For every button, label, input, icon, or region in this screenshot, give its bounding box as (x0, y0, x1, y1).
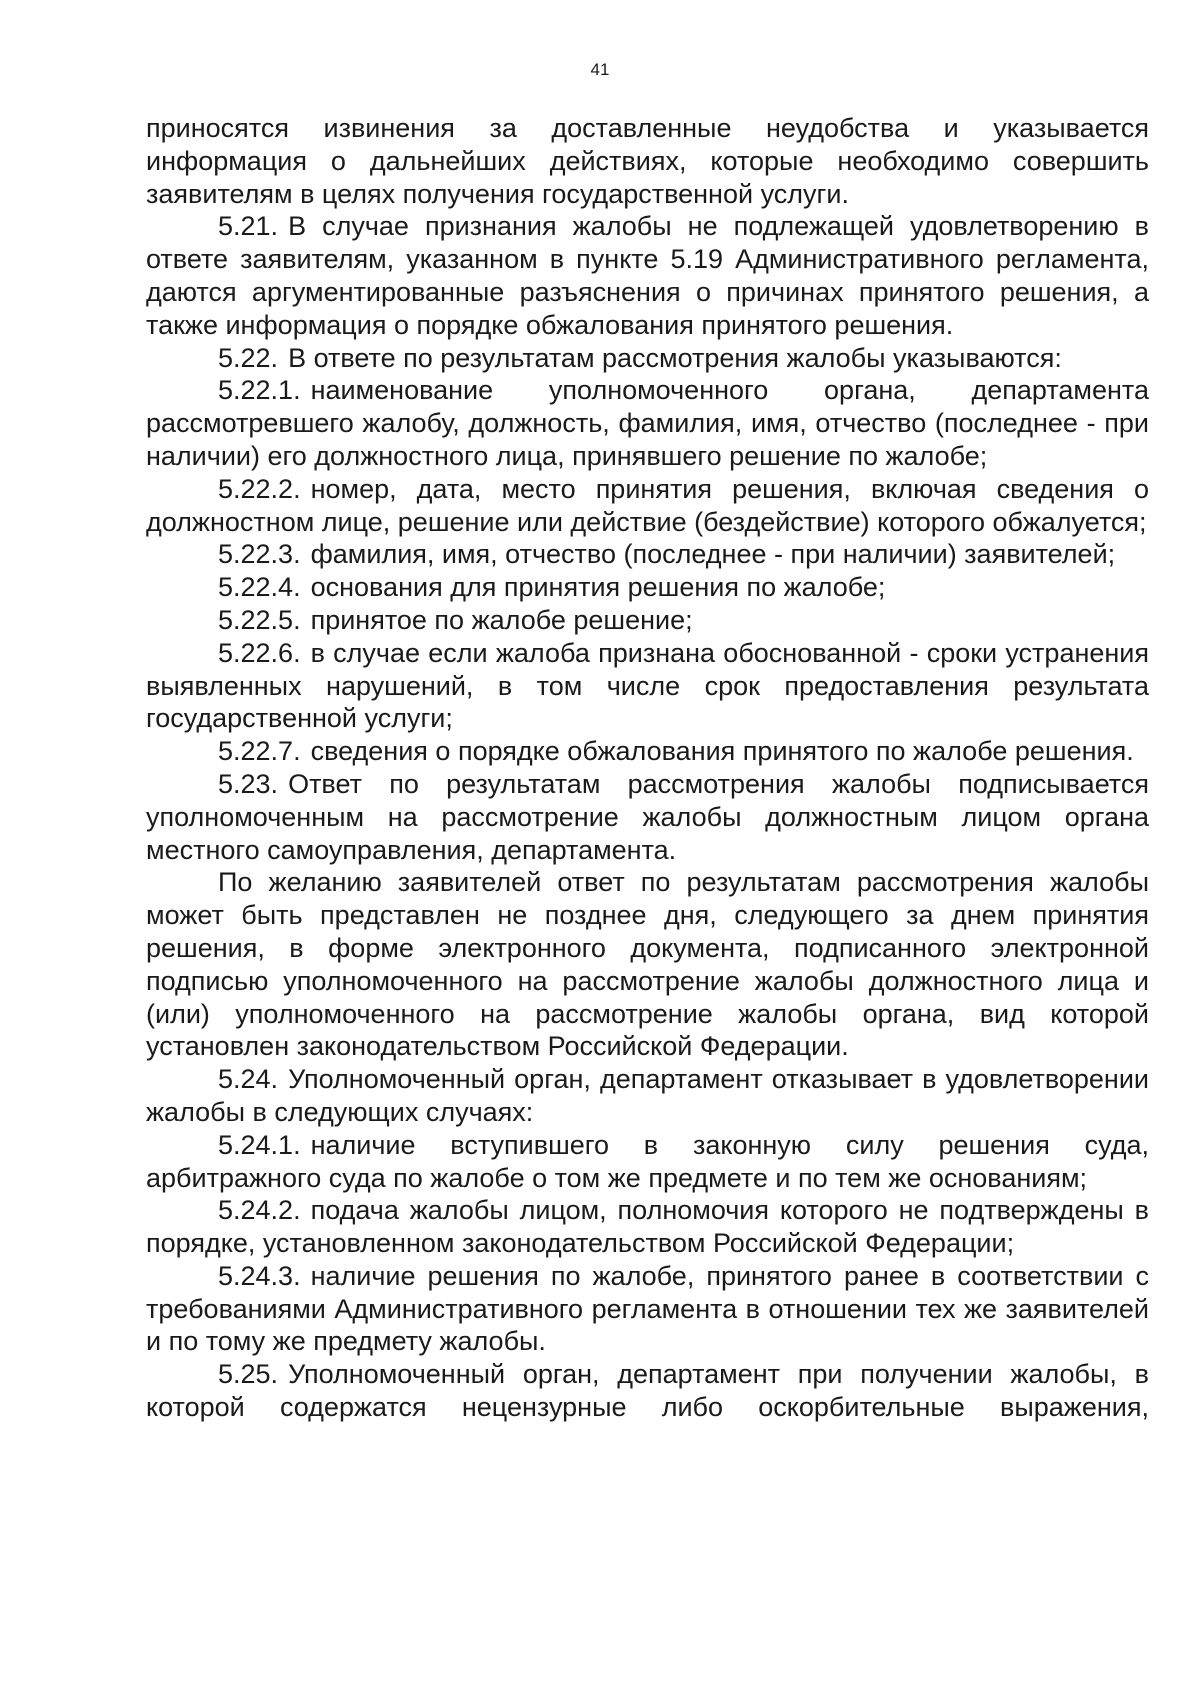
paragraph-text: Уполномоченный орган, департамент при получении жалобы, в которой содержатся нецензурные либо оскорбительные выражения, (146, 1359, 1149, 1423)
paragraph-5-22-3 (146, 538, 1149, 571)
paragraph-text: номер, дата, место принятия решения, включая сведения о должностном лице, решение или действие (бездействие) которого обжалуется; (146, 473, 1149, 537)
paragraph-5-21 (146, 210, 1149, 341)
clause-number: 5.22.1. (218, 375, 301, 406)
paragraph-text: В случае признания жалобы не подлежащей удовлетворению в ответе заявителям, указанном в пункте 5.19 Административного регламента, даются аргументированные разъяснения о причинах принятого решения, а также информация о порядке обжалования принятого решения. (146, 211, 1149, 340)
paragraph-text: фамилия, имя, отчество (последнее - при наличии) заявителей; (310, 539, 1116, 570)
paragraph-5-22-4 (146, 571, 1149, 604)
clause-number: 5.25. (218, 1359, 279, 1390)
page-number: 41 (590, 60, 610, 79)
paragraph-5-22-6 (146, 637, 1149, 735)
paragraph-5-24 (146, 1063, 1149, 1129)
paragraph-5-25 (146, 1358, 1149, 1424)
paragraph-text: принятое по жалобе решение; (310, 604, 693, 635)
paragraph-5-24-1 (146, 1129, 1149, 1195)
paragraph-5-22-7 (146, 735, 1149, 768)
paragraph-text: наименование уполномоченного органа, департамента рассмотревшего жалобу, должность, фамилия, имя, отчество (последнее - при наличии) его должностного лица, принявшего решение по жалобе; (146, 375, 1149, 471)
clause-number: 5.22. (218, 342, 279, 373)
paragraph-text: наличие решения по жалобе, принятого ранее в соответствии с требованиями Административного регламента в отношении тех же заявителей и по тому же предмету жалобы. (146, 1260, 1149, 1357)
paragraph-5-22-2 (146, 473, 1149, 539)
paragraph-5-22 (146, 342, 1149, 375)
clause-number: 5.22.3. (218, 539, 301, 570)
paragraph-5-22-5 (146, 604, 1149, 637)
clause-number: 5.22.7. (218, 736, 301, 767)
clause-number: 5.22.2. (218, 473, 301, 504)
clause-number: 5.23. (218, 768, 279, 799)
paragraph-text: подача жалобы лицом, полномочия которого не подтверждены в порядке, установленном законодательством Российской Федерации; (146, 1195, 1149, 1259)
clause-number: 5.21. (218, 211, 279, 242)
clause-number: 5.24. (218, 1064, 279, 1095)
clause-number: 5.24.1. (218, 1129, 301, 1160)
clause-number: 5.24.2. (218, 1195, 301, 1226)
paragraph-text: Ответ по результатам рассмотрения жалобы подписывается уполномоченным на рассмотрение жалобы должностным лицом органа местного самоуправления, департамента. (146, 768, 1149, 865)
paragraph-5-24-3 (146, 1260, 1149, 1358)
paragraph-text: основания для принятия решения по жалобе; (310, 572, 886, 603)
paragraph-text: В ответе по результатам рассмотрения жалобы указываются: (288, 342, 1062, 373)
paragraph-text: сведения о порядке обжалования принятого по жалобе решения. (310, 736, 1134, 767)
paragraph-text: наличие вступившего в законную силу решения суда, арбитражного суда по жалобе о том же предмете и по тем же основаниям; (146, 1129, 1149, 1193)
paragraph-5-24-2 (146, 1194, 1149, 1260)
paragraph-continuation (146, 112, 1149, 210)
document-body (146, 112, 1149, 1424)
clause-number: 5.22.6. (218, 637, 301, 668)
paragraph-text: приносятся извинения за доставленные неудобства и указывается информация о дальнейших действиях, которые необходимо совершить заявителям в целях получения государственной услуги. (146, 113, 1149, 209)
paragraph-text: в случае если жалоба признана обоснованной - сроки устранения выявленных нарушений, в том числе срок предоставления результата государственной услуги; (146, 637, 1149, 734)
paragraph-5-22-1 (146, 374, 1149, 472)
clause-number: 5.24.3. (218, 1260, 301, 1291)
paragraph-text: По желанию заявителей ответ по результатам рассмотрения жалобы может быть представлен не позднее дня, следующего за днем принятия решения, в форме электронного документа, подписанного электронной подписью уполномоченного на рассмотрение жалобы должностного лица и (или) уполномоченного на рассмотрение жалобы органа, вид которой установлен законодательством Российской Федерации. (146, 867, 1149, 1062)
paragraph-electronic-answer (146, 866, 1149, 1063)
paragraph-text: Уполномоченный орган, департамент отказывает в удовлетворении жалобы в следующих случаях: (146, 1064, 1149, 1127)
clause-number: 5.22.5. (218, 604, 301, 635)
paragraph-5-23 (146, 768, 1149, 866)
clause-number: 5.22.4. (218, 572, 301, 603)
